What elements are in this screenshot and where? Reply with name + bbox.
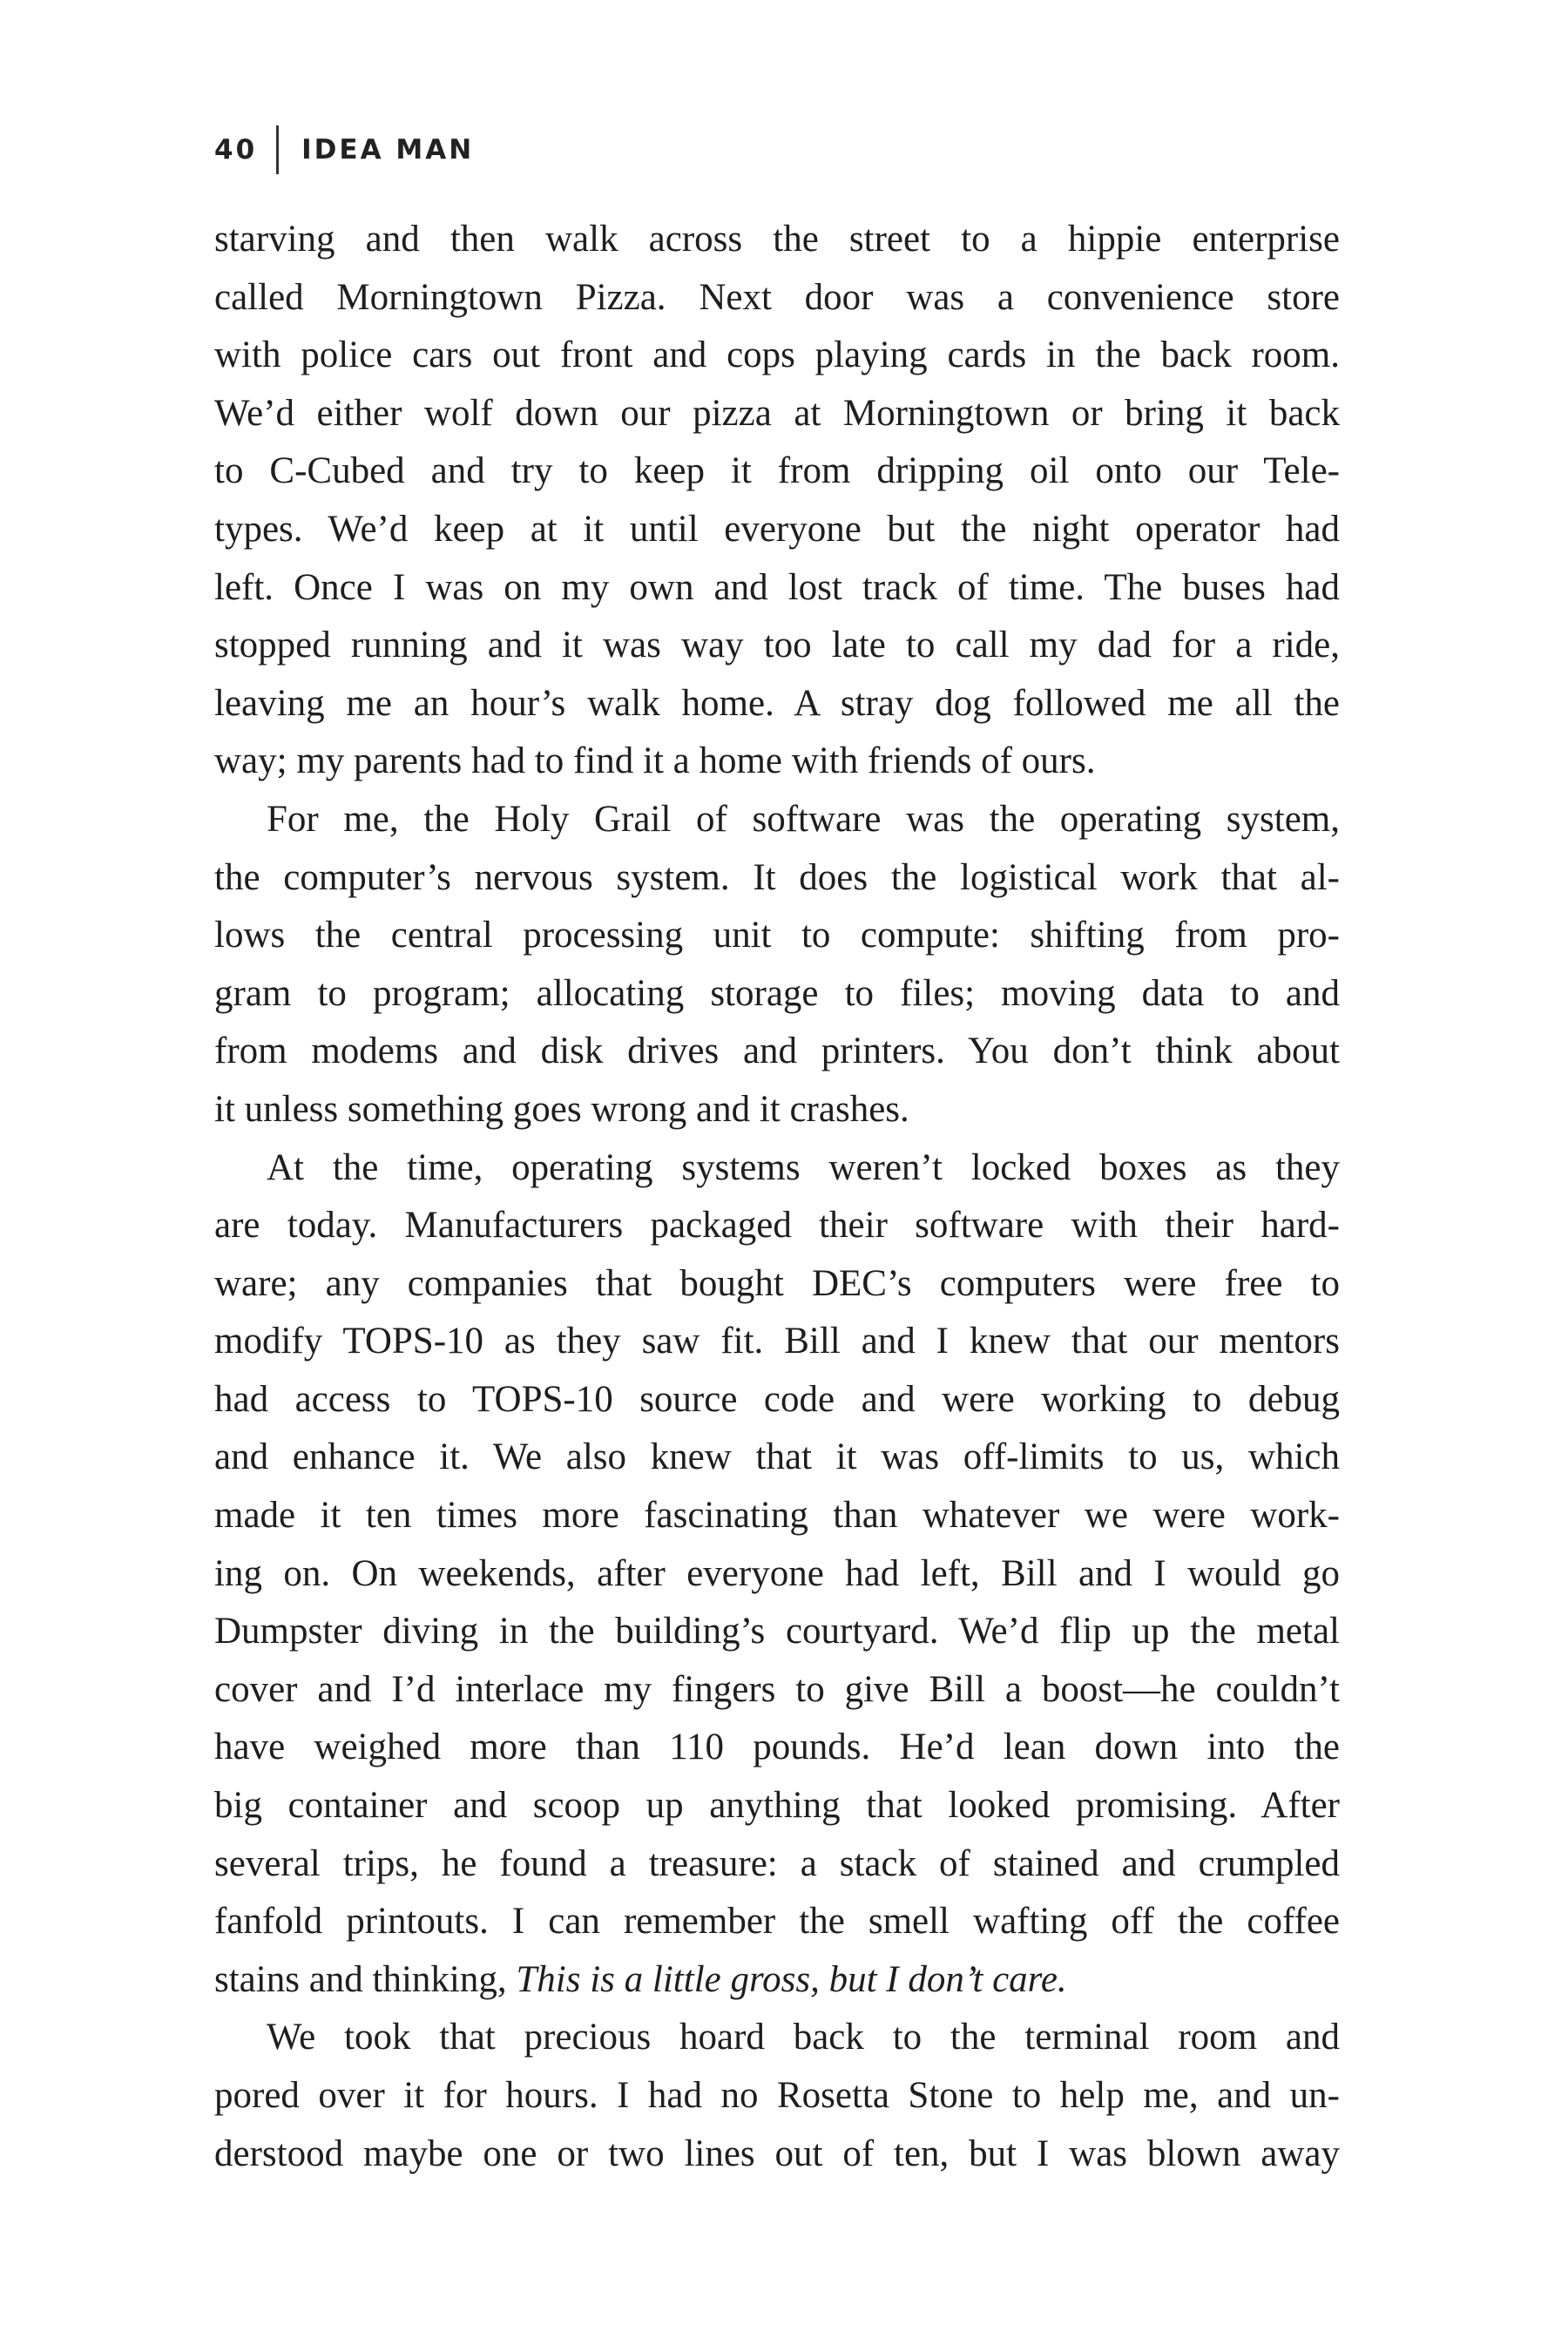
text-line: several trips, he found a treasure: a stack of stained and crumpled	[214, 1842, 1340, 1884]
text-line: stopped running and it was way too late to call my dad for a ride,	[214, 625, 1340, 666]
text-line: to C-Cubed and try to keep it from dripping oil onto our Tele-	[214, 450, 1340, 492]
text-line: At the time, operating systems weren’t locked boxes as they	[267, 1146, 1340, 1188]
italic-thought: This is a little gross, but I don’t care.	[516, 1958, 1067, 2000]
text-line: ware; any companies that bought DEC’s computers were free to	[214, 1262, 1340, 1304]
text-line: Dumpster diving in the building’s courtyard. We’d flip up the metal	[214, 1611, 1340, 1652]
text-line: called Morningtown Pizza. Next door was a convenience store	[214, 276, 1340, 318]
text-line: the computer’s nervous system. It does the logistical work that al-	[214, 856, 1340, 898]
text-line: left. Once I was on my own and lost track of time. The buses had	[214, 566, 1340, 608]
text-line: had access to TOPS-10 source code and were working to debug	[214, 1378, 1340, 1420]
text-line: For me, the Holy Grail of software was the operating system,	[267, 798, 1340, 840]
text-line: gram to program; allocating storage to files; moving data to and	[214, 972, 1340, 1014]
text-line: way; my parents had to find it a home with friends of ours.	[214, 740, 1096, 782]
paragraph-1	[214, 211, 1340, 791]
text-line: it unless something goes wrong and it crashes.	[214, 1088, 909, 1130]
text-line: fanfold printouts. I can remember the smell wafting off the coffee	[214, 1901, 1340, 1943]
page-number: 40	[214, 134, 258, 166]
paragraph-3	[214, 1139, 1340, 2010]
text-line: leaving me an hour’s walk home. A stray dog followed me all the	[214, 682, 1340, 724]
text-line: made it ten times more fascinating than whatever we were work-	[214, 1495, 1340, 1537]
body-text	[214, 211, 1340, 2183]
text-line: lows the central processing unit to compute: shifting from pro-	[214, 915, 1340, 956]
text-line: modify TOPS-10 as they saw fit. Bill and I knew that our mentors	[214, 1321, 1340, 1362]
text-run: stains and thinking,	[214, 1958, 517, 2000]
text-line-with-italic	[214, 1951, 1340, 2010]
running-head	[214, 125, 474, 174]
text-line: and enhance it. We also knew that it was off-limits to us, which	[214, 1436, 1340, 1478]
text-line: pored over it for hours. I had no Rosetta Stone to help me, and un-	[214, 2075, 1340, 2116]
text-line: starving and then walk across the street to a hippie enterprise	[214, 219, 1340, 260]
text-line: We’d either wolf down our pizza at Morningtown or bring it back	[214, 392, 1340, 434]
text-line: We took that precious hoard back to the terminal room and	[267, 2017, 1340, 2058]
text-line: big container and scoop up anything that looked promising. After	[214, 1785, 1340, 1827]
text-line: are today. Manufacturers packaged their software with their hard-	[214, 1205, 1340, 1247]
text-line: cover and I’d interlace my fingers to give Bill a boost—he couldn’t	[214, 1668, 1340, 1710]
paragraph-4	[214, 2009, 1340, 2183]
text-line: have weighed more than 110 pounds. He’d lean down into the	[214, 1727, 1340, 1768]
text-line: ing on. On weekends, after everyone had left, Bill and I would go	[214, 1552, 1340, 1594]
header-divider	[276, 125, 279, 174]
text-line: from modems and disk drives and printers. You don’t think about	[214, 1031, 1340, 1072]
text-line: types. We’d keep at it until everyone but the night operator had	[214, 508, 1340, 550]
text-line: with police cars out front and cops playing cards in the back room.	[214, 335, 1340, 376]
book-title: IDEA MAN	[301, 134, 475, 166]
paragraph-2	[214, 791, 1340, 1139]
text-line: derstood maybe one or two lines out of ten, but I was blown away	[214, 2132, 1340, 2174]
